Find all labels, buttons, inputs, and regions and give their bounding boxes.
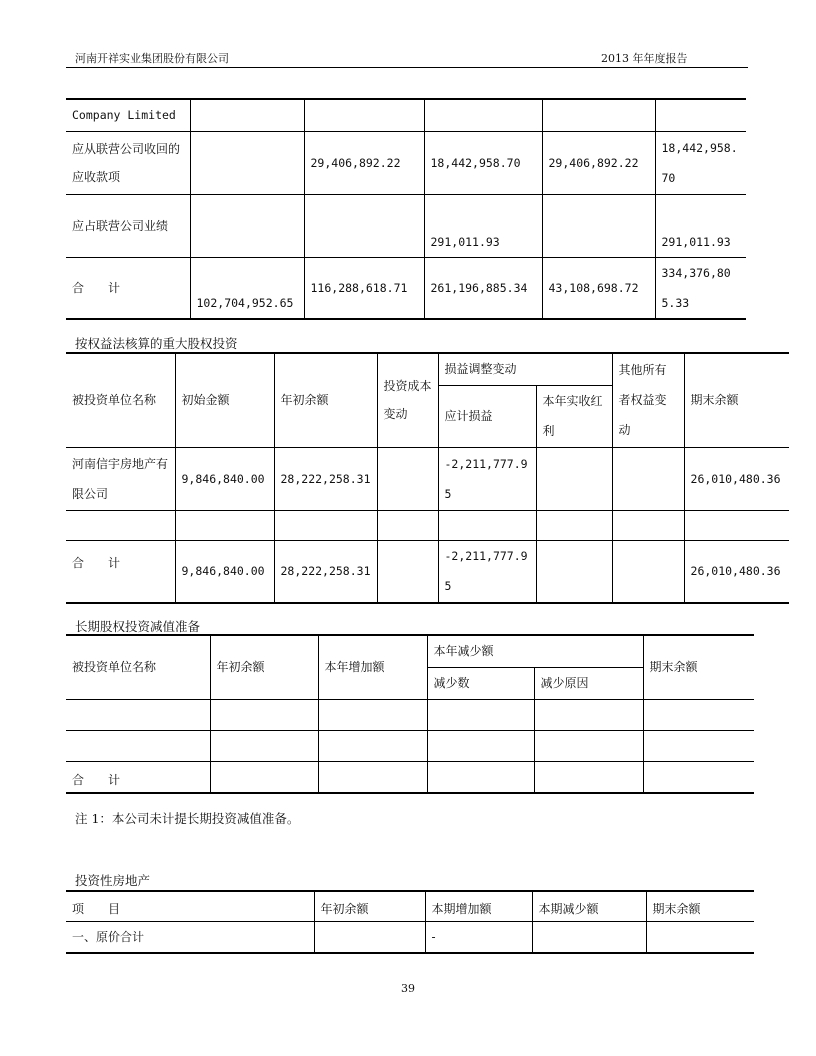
header-pl-adjustment: 损益调整变动 (438, 353, 612, 385)
table-cell: 9,846,840.00 (175, 447, 274, 510)
header-decrease: 本期减少额 (532, 891, 646, 921)
header-investee: 被投资单位名称 (66, 635, 210, 699)
header-report-title: 2013 年年度报告 (601, 52, 688, 65)
header-other-equity: 其他所有者权益变动 (612, 353, 684, 447)
table-cell: 河南信宇房地产有限公司 (66, 447, 175, 510)
header-opening: 年初余额 (274, 353, 377, 447)
table-cell (66, 510, 175, 540)
header-initial: 初始金额 (175, 353, 274, 447)
table-cell: 26,010,480.36 (684, 540, 789, 603)
table-cell: 116,288,618.71 (304, 257, 424, 319)
table-cell (424, 99, 542, 131)
table-cell (542, 194, 655, 257)
table-row (66, 131, 746, 194)
table-cell (542, 99, 655, 131)
table-cell: - (425, 921, 532, 953)
table-cell: 28,222,258.31 (274, 540, 377, 603)
table-row (66, 447, 789, 510)
table-row (66, 891, 754, 921)
header-closing: 期末余额 (684, 353, 789, 447)
header-opening: 年初余额 (210, 635, 318, 699)
header-decrease-reason: 减少原因 (534, 667, 643, 699)
table-cell: 291,011.93 (424, 194, 542, 257)
table-cell: 应占联营公司业绩 (66, 194, 190, 257)
header-decrease-amount: 减少数 (427, 667, 534, 699)
section-caption-investment-property: 投资性房地产 (75, 873, 151, 888)
table-cell: 29,406,892.22 (542, 131, 655, 194)
table-cell: 合 计 (66, 540, 175, 603)
table-cell: 18,442,958.70 (424, 131, 542, 194)
table-cell (612, 447, 684, 510)
impairment-note: 注 1：本公司未计提长期投资减值准备。 (75, 811, 300, 826)
table-cell: 18,442,958.70 (655, 131, 746, 194)
header-investee: 被投资单位名称 (66, 353, 175, 447)
page-number: 39 (401, 982, 415, 995)
table-row (66, 353, 789, 385)
section-caption-impairment: 长期股权投资减值准备 (75, 619, 201, 634)
table-row (66, 921, 754, 953)
table-cell: 102,704,952.65 (190, 257, 304, 319)
table-cell (190, 194, 304, 257)
table-cell (274, 510, 377, 540)
table-row (66, 540, 789, 603)
table-cell: 28,222,258.31 (274, 447, 377, 510)
header-dividend: 本年实收红利 (536, 385, 612, 447)
header-decrease: 本年减少额 (427, 635, 643, 667)
table-cell: 291,011.93 (655, 194, 746, 257)
header-rule (66, 67, 748, 68)
table-cell: -2,211,777.95 (438, 540, 536, 603)
table-cell (532, 921, 646, 953)
total-label: 合 计 (66, 761, 210, 793)
header-company: 河南开祥实业集团股份有限公司 (75, 52, 229, 65)
impairment-table (66, 634, 754, 794)
section-caption-equity-method: 按权益法核算的重大股权投资 (75, 336, 238, 351)
header-closing: 期末余额 (643, 635, 754, 699)
header-increase: 本年增加额 (318, 635, 427, 699)
table-row (66, 635, 754, 667)
table-cell (655, 99, 746, 131)
table-cell: 43,108,698.72 (542, 257, 655, 319)
table-cell: -2,211,777.95 (438, 447, 536, 510)
investment-property-table (66, 890, 754, 954)
table-row (66, 699, 754, 730)
table-cell: 合 计 (66, 257, 190, 319)
table-cell (377, 540, 438, 603)
table-cell: 261,196,885.34 (424, 257, 542, 319)
table-cell (304, 194, 424, 257)
table-cell: 334,376,805.33 (655, 257, 746, 319)
table-cell (304, 99, 424, 131)
header-pl-share: 应计损益 (438, 385, 536, 447)
table-cell (314, 921, 425, 953)
header-item: 项 目 (66, 891, 314, 921)
table-row (66, 730, 754, 761)
table-cell (536, 510, 612, 540)
table-cell (646, 921, 754, 953)
table-row (66, 194, 746, 257)
table-cell (684, 510, 789, 540)
header-opening: 年初余额 (314, 891, 425, 921)
table-cell (438, 510, 536, 540)
header-cost-change: 投资成本变动 (377, 353, 438, 447)
header-closing: 期末余额 (646, 891, 754, 921)
table-cell (175, 510, 274, 540)
table-row (66, 99, 746, 131)
header-increase: 本期增加额 (425, 891, 532, 921)
table-row (66, 761, 754, 793)
table-cell (536, 447, 612, 510)
table-cell: 29,406,892.22 (304, 131, 424, 194)
table-cell (190, 99, 304, 131)
table-row (66, 510, 789, 540)
table-cell (190, 131, 304, 194)
table-cell: 26,010,480.36 (684, 447, 789, 510)
table-cell: 一、原价合计 (66, 921, 314, 953)
table-cell (377, 447, 438, 510)
table-cell (612, 510, 684, 540)
table-cell (377, 510, 438, 540)
associate-table (66, 98, 746, 320)
table-cell (536, 540, 612, 603)
table-cell: 应从联营公司收回的应收款项 (66, 131, 190, 194)
table-cell (612, 540, 684, 603)
table-cell: 9,846,840.00 (175, 540, 274, 603)
table-cell: Company Limited (66, 99, 190, 131)
equity-method-table (66, 352, 789, 604)
table-row (66, 257, 746, 319)
